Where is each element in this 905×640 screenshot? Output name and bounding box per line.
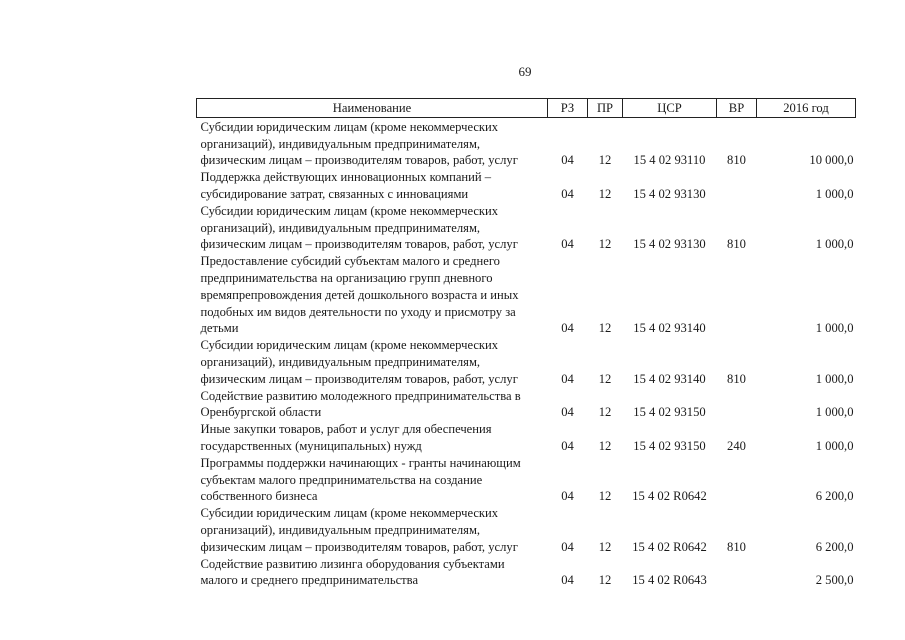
row-name-cell: Иные закупки товаров, работ и услуг для обеспечения государственных (муниципальных) нужд xyxy=(200,422,492,453)
row-rz-cell: 04 xyxy=(561,237,574,252)
table-row xyxy=(197,455,856,505)
row-vr-cell: 240 xyxy=(727,438,746,453)
row-amount-cell: 10 000,0 xyxy=(809,153,854,168)
row-vr-cell: 810 xyxy=(727,539,746,554)
row-csr-cell: 15 4 02 93130 xyxy=(633,237,706,252)
row-vr-cell xyxy=(717,388,757,422)
row-csr-cell: 15 4 02 93150 xyxy=(633,438,706,453)
header-rz: РЗ xyxy=(548,99,588,118)
row-pr-cell: 12 xyxy=(598,573,612,588)
row-amount-cell: 1 000,0 xyxy=(815,237,854,252)
table-body xyxy=(197,117,856,589)
row-vr-cell: 810 xyxy=(727,237,746,252)
row-pr-cell: 12 xyxy=(598,186,612,201)
table-row xyxy=(197,556,856,590)
table-row xyxy=(197,388,856,422)
header-year: 2016 год xyxy=(757,99,856,118)
row-amount-cell: 1 000,0 xyxy=(815,405,854,420)
row-name-cell: Содействие развитию лизинга оборудования субъектами малого и среднего предпринимательства xyxy=(200,556,505,588)
header-csr: ЦСР xyxy=(623,99,717,118)
row-csr-cell: 15 4 02 93140 xyxy=(633,371,706,386)
row-csr-cell: 15 4 02 93130 xyxy=(633,186,706,201)
row-rz-cell: 04 xyxy=(561,539,574,554)
row-pr-cell: 12 xyxy=(598,405,612,420)
row-pr-cell: 12 xyxy=(598,539,612,554)
table-header-row xyxy=(197,99,856,118)
row-amount-cell: 1 000,0 xyxy=(815,371,854,386)
row-rz-cell: 04 xyxy=(561,489,574,504)
table-row xyxy=(197,253,856,337)
row-pr-cell: 12 xyxy=(598,371,612,386)
row-name-cell: Субсидии юридическим лицам (кроме некоммерческих организаций), индивидуальным предпринимателям, физическим лицам – производителям товаров, работ, услуг xyxy=(200,506,518,554)
row-csr-cell: 15 4 02 93110 xyxy=(633,153,706,168)
row-csr-cell: 15 4 02 R0642 xyxy=(632,489,707,504)
row-rz-cell: 04 xyxy=(561,321,574,336)
row-amount-cell: 2 500,0 xyxy=(815,573,854,588)
row-name-cell: Предоставление субсидий субъектам малого и среднего предпринимательства на организацию групп дневного времяпрепровождения детей дошкольного возраста и иных подобных им видов деятельности по уходу и присмотру за детьми xyxy=(200,254,519,336)
row-name-cell: Субсидии юридическим лицам (кроме некоммерческих организаций), индивидуальным предпринимателям, физическим лицам – производителям товаров, работ, услуг xyxy=(200,119,518,168)
row-pr-cell: 12 xyxy=(598,321,612,336)
row-name-cell: Субсидии юридическим лицам (кроме некоммерческих организаций), индивидуальным предпринимателям, физическим лицам – производителям товаров, работ, услуг xyxy=(200,338,518,386)
row-amount-cell: 1 000,0 xyxy=(815,321,854,336)
table-row xyxy=(197,337,856,387)
row-vr-cell xyxy=(717,253,757,337)
row-rz-cell: 04 xyxy=(561,186,574,201)
page-number: 69 xyxy=(518,64,532,79)
row-amount-cell: 1 000,0 xyxy=(815,438,854,453)
row-name-cell: Содействие развитию молодежного предпринимательства в Оренбургской области xyxy=(200,388,521,420)
header-name: Наименование xyxy=(197,99,548,118)
row-pr-cell: 12 xyxy=(598,153,612,168)
row-vr-cell xyxy=(717,556,757,590)
row-amount-cell: 1 000,0 xyxy=(815,186,854,201)
row-name-cell: Субсидии юридическим лицам (кроме некоммерческих организаций), индивидуальным предпринимателям, физическим лицам – производителям товаров, работ, услуг xyxy=(200,203,518,252)
header-pr: ПР xyxy=(588,99,623,118)
row-csr-cell: 15 4 02 93140 xyxy=(633,321,706,336)
row-rz-cell: 04 xyxy=(561,573,574,588)
row-vr-cell xyxy=(717,455,757,505)
header-vr: ВР xyxy=(717,99,757,118)
row-rz-cell: 04 xyxy=(561,438,574,453)
row-vr-cell xyxy=(717,169,757,203)
budget-table xyxy=(196,98,856,589)
row-pr-cell: 12 xyxy=(598,237,612,252)
table-row xyxy=(197,505,856,555)
row-csr-cell: 15 4 02 93150 xyxy=(633,405,706,420)
row-csr-cell: 15 4 02 R0643 xyxy=(632,573,707,588)
row-vr-cell: 810 xyxy=(727,371,746,386)
row-rz-cell: 04 xyxy=(561,405,574,420)
row-amount-cell: 6 200,0 xyxy=(815,539,854,554)
row-name-cell: Поддержка действующих инновационных компаний – субсидирование затрат, связанных с инновациями xyxy=(200,170,492,201)
row-csr-cell: 15 4 02 R0642 xyxy=(632,539,707,554)
row-pr-cell: 12 xyxy=(598,438,612,453)
row-vr-cell: 810 xyxy=(727,153,746,168)
row-name-cell: Программы поддержки начинающих - гранты начинающим субъектам малого предпринимательства на создание собственного бизнеса xyxy=(200,455,521,504)
row-pr-cell: 12 xyxy=(598,489,612,504)
row-rz-cell: 04 xyxy=(561,153,574,168)
table-row xyxy=(197,421,856,455)
table-row xyxy=(197,117,856,169)
table-row xyxy=(197,203,856,253)
row-amount-cell: 6 200,0 xyxy=(815,489,854,504)
row-rz-cell: 04 xyxy=(561,371,574,386)
table-row xyxy=(197,169,856,203)
